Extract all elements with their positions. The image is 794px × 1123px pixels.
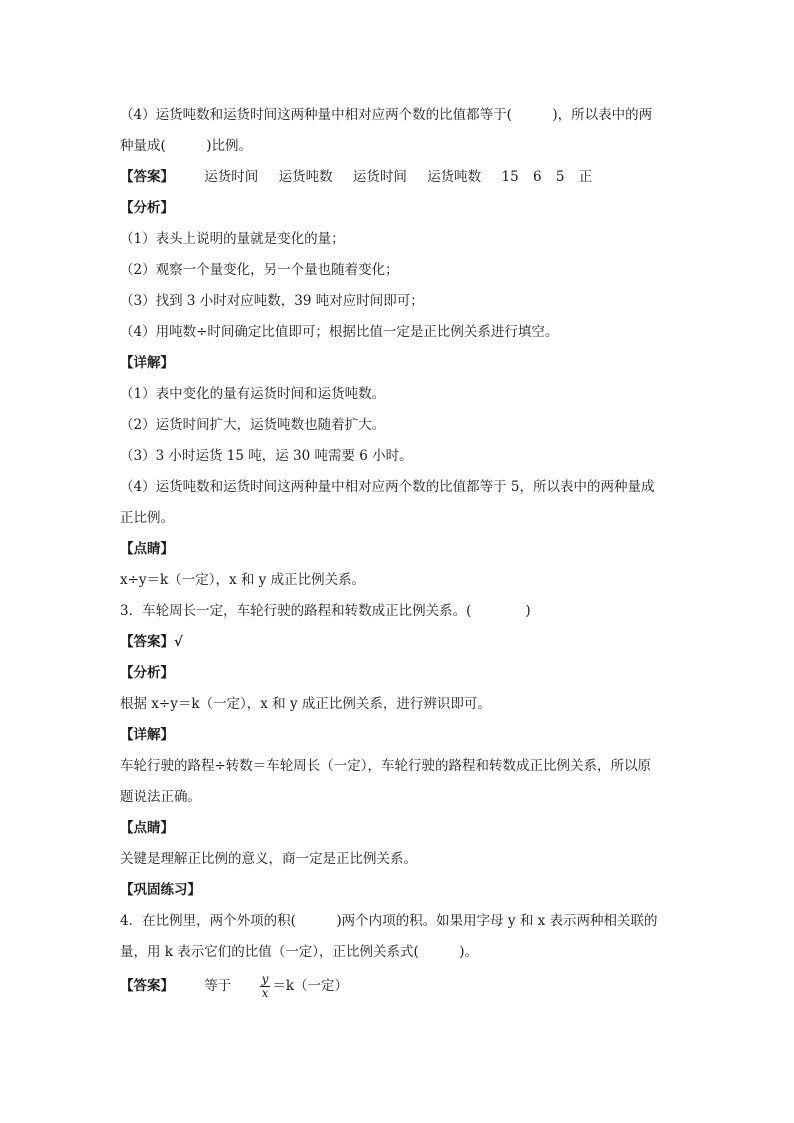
fraction-numerator: y: [261, 972, 269, 986]
text-line: （1）表头上说明的量就是变化的量；: [120, 231, 345, 247]
answer-line: [120, 162, 680, 193]
document-body: [120, 100, 680, 1004]
text-line: 根据 x÷y＝k（一定），x 和 y 成正比例关系，进行辨识即可。: [120, 696, 491, 712]
answer-line: [120, 968, 680, 1004]
answer-item: 正: [578, 169, 593, 185]
answer-item: 运货吨数: [278, 169, 333, 185]
text-line: （2）观察一个量变化，另一个量也随着变化；: [120, 262, 399, 278]
text-line: （4）用吨数÷时间确定比值即可；根据比值一定是正比例关系进行填空。: [120, 324, 559, 340]
question-line: 3．车轮周长一定，车轮行驶的路程和转数成正比例关系。( ): [120, 603, 531, 619]
section-heading: 【点睛】: [120, 820, 174, 836]
question-line: 4．在比例里，两个外项的积( )两个内项的积。如果用字母 y 和 x 表示两种相关联的: [120, 913, 658, 929]
answer-item: 运货时间: [352, 169, 407, 185]
text-line: 量，用 k 表示它们的比值（一定），正比例关系式( )。: [120, 944, 479, 960]
answer-line: 【答案】√: [120, 634, 183, 650]
section-heading: 【分析】: [120, 200, 174, 216]
section-heading: 【分析】: [120, 665, 174, 681]
answer-item: 运货吨数: [427, 169, 482, 185]
text-line: 题说法正确。: [120, 789, 201, 805]
text-line: 正比例。: [120, 510, 174, 526]
formula-rest: ＝k（一定）: [272, 978, 349, 994]
text-line: 车轮行驶的路程÷转数＝车轮周长（一定），车轮行驶的路程和转数成正比例关系，所以原: [120, 758, 652, 774]
answer-label: 【答案】: [120, 169, 174, 185]
answer-item: 5: [555, 169, 565, 185]
section-heading: 【详解】: [120, 355, 174, 371]
text-line: x÷y＝k（一定），x 和 y 成正比例关系。: [120, 572, 366, 588]
text-line: 关键是理解正比例的意义，商一定是正比例关系。: [120, 851, 417, 867]
section-heading: 【详解】: [120, 727, 174, 743]
answer-item: 运货时间: [204, 169, 259, 185]
text-line: （1）表中变化的量有运货时间和运货吨数。: [120, 386, 386, 402]
answer-item: 15: [501, 169, 519, 185]
section-heading: 【点睛】: [120, 541, 174, 557]
answer-label: 【答案】: [120, 978, 174, 994]
text-line: （4）运货吨数和运货时间这两种量中相对应两个数的比值都等于 5，所以表中的两种量成: [120, 479, 655, 495]
text-line: （3）找到 3 小时对应吨数，39 吨对应时间即可；: [120, 293, 424, 309]
text-line: （4）运货吨数和运货时间这两种量中相对应两个数的比值都等于( )，所以表中的两: [120, 107, 653, 123]
text-line: （2）运货时间扩大，运货吨数也随着扩大。: [120, 417, 386, 433]
answer-item: 6: [532, 169, 542, 185]
section-heading: 【巩固练习】: [120, 882, 201, 898]
text-line: 种量成( )比例。: [120, 138, 253, 154]
fraction-denominator: x: [261, 986, 269, 1000]
text-line: （3）3 小时运货 15 吨，运 30 吨需要 6 小时。: [120, 448, 413, 464]
answer-item: 等于: [204, 978, 232, 994]
fraction-formula: [260, 973, 271, 1000]
